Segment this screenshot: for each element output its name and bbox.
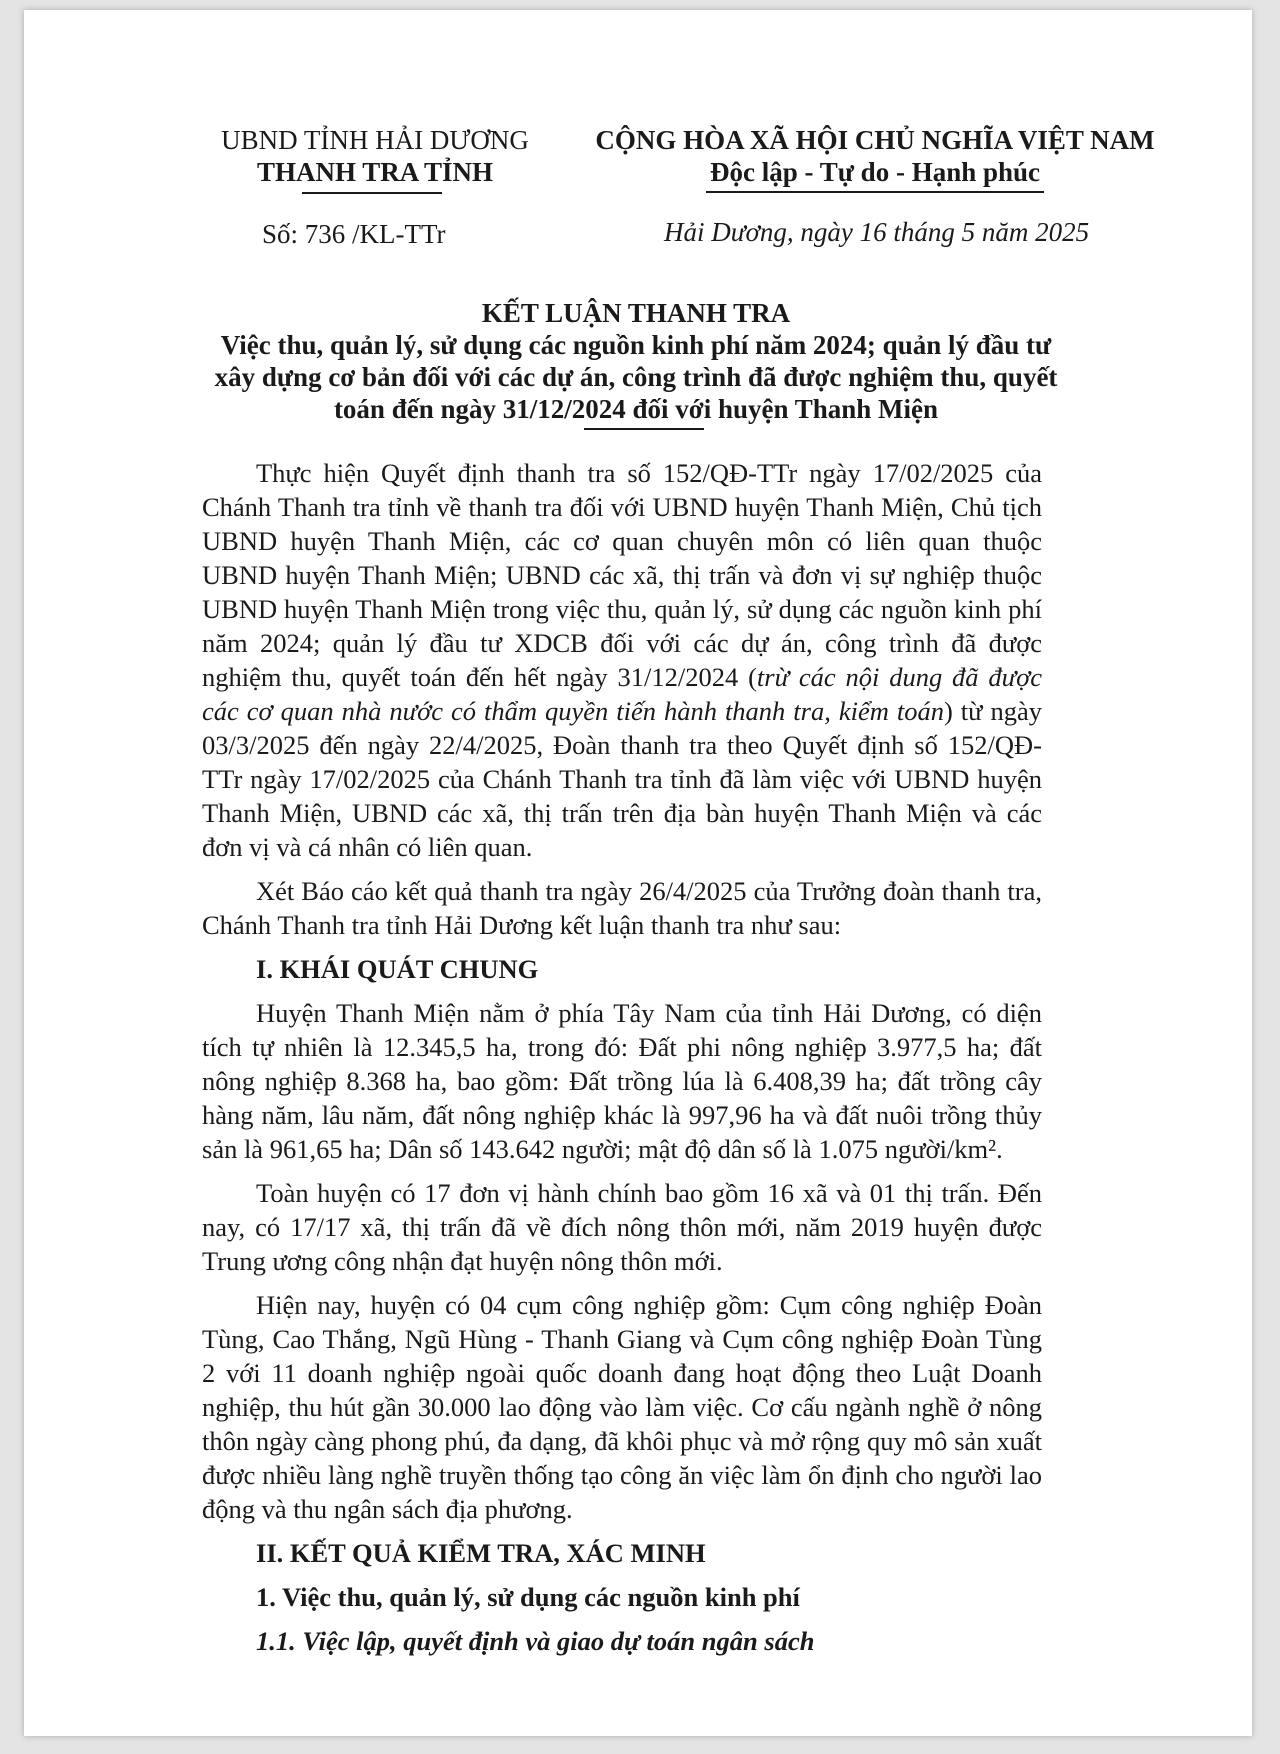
document-subject-line-2: xây dựng cơ bản đối với các dự án, công trình đã được nghiệm thu, quyết (214, 362, 1058, 392)
paragraph-mandate-text-b: ) từ ngày 03/3/2025 đến ngày 22/4/2025, Đoàn thanh tra theo Quyết định số 152/QĐ-TTr ngày 17/02/2025 của Chánh Thanh tra tỉnh đã làm việc với UBND huyện Thanh Miện, UBND các xã, thị trấn trên địa bàn huyện Thanh Miện và các đơn vị và cá nhân có liên quan. (202, 696, 1043, 862)
paragraph-report: Xét Báo cáo kết quả thanh tra ngày 26/4/2025 của Trưởng đoàn thanh tra, Chánh Thanh tra tỉnh Hải Dương kết luận thanh tra như sau: (202, 876, 1042, 940)
paragraph-mandate-italic: trừ các nội dung đã được các cơ quan nhà nước có thẩm quyền tiến hành thanh tra, kiểm toán (202, 662, 1043, 726)
document-page (24, 10, 1252, 1736)
subsection-heading-1: 1. Việc thu, quản lý, sử dụng các nguồn kinh phí (256, 1582, 800, 1612)
document-number: Số: 736 /KL-TTr (262, 219, 446, 249)
section-heading-1: I. KHÁI QUÁT CHUNG (256, 954, 539, 984)
motto-underline (706, 191, 1044, 193)
agency-name: THANH TRA TỈNH (256, 157, 494, 187)
paragraph-industry: Hiện nay, huyện có 04 cụm công nghiệp gồm: Cụm công nghiệp Đoàn Tùng, Cao Thắng, Ngũ Hùng - Thanh Giang và Cụm công nghiệp Đoàn Tùng 2 với 11 doanh nghiệp ngoài quốc doanh đang hoạt động theo Luật Doanh nghiệp, thu hút gần 30.000 lao động vào làm việc. Cơ cấu ngành nghề ở nông thôn ngày càng phong phú, đa dạng, đã khôi phục và mở rộng quy mô sản xuất được nhiều làng nghề truyền thống tạo công ăn việc làm ổn định cho người lao động và thu ngân sách địa phương. (202, 1290, 1042, 1524)
document-title: KẾT LUẬN THANH TRA (481, 298, 791, 328)
place-date: Hải Dương, ngày 16 tháng 5 năm 2025 (664, 217, 1090, 247)
national-motto: Độc lập - Tự do - Hạnh phúc (709, 157, 1041, 187)
agency-parent: UBND TỈNH HẢI DƯƠNG (221, 125, 529, 155)
agency-underline (302, 192, 442, 194)
country-name: CỘNG HÒA XÃ HỘI CHỦ NGHĨA VIỆT NAM (595, 125, 1155, 155)
subsection-heading-1-1: 1.1. Việc lập, quyết định và giao dự toán ngân sách (256, 1626, 815, 1656)
section-heading-2: II. KẾT QUẢ KIỂM TRA, XÁC MINH (256, 1538, 706, 1568)
paragraph-admin-units: Toàn huyện có 17 đơn vị hành chính bao gồm 16 xã và 01 thị trấn. Đến nay, có 17/17 xã, thị trấn đã về đích nông thôn mới, năm 2019 huyện được Trung ương công nhận đạt huyện nông thôn mới. (202, 1178, 1042, 1276)
document-body (202, 456, 1042, 1658)
title-underline (584, 428, 704, 430)
document-subject-line-3: toán đến ngày 31/12/2024 đối với huyện Thanh Miện (333, 394, 939, 424)
paragraph-mandate (202, 456, 1042, 864)
paragraph-overview: Huyện Thanh Miện nằm ở phía Tây Nam của tỉnh Hải Dương, có diện tích tự nhiên là 12.345,5 ha, trong đó: Đất phi nông nghiệp 3.977,5 ha; đất nông nghiệp 8.368 ha, bao gồm: Đất trồng lúa là 6.408,39 ha; đất trồng cây hàng năm, lâu năm, đất nông nghiệp khác là 997,96 ha và đất nuôi trồng thủy sản là 961,65 ha; Dân số 143.642 người; mật độ dân số là 1.075 người/km². (202, 998, 1042, 1164)
document-subject-line-1: Việc thu, quản lý, sử dụng các nguồn kinh phí năm 2024; quản lý đầu tư (220, 330, 1052, 360)
paragraph-mandate-text-a: Thực hiện Quyết định thanh tra số 152/QĐ-TTr ngày 17/02/2025 của Chánh Thanh tra tỉnh về thanh tra đối với UBND huyện Thanh Miện, Chủ tịch UBND huyện Thanh Miện, các cơ quan chuyên môn có liên quan thuộc UBND huyện Thanh Miện; UBND các xã, thị trấn và đơn vị sự nghiệp thuộc UBND huyện Thanh Miện trong việc thu, quản lý, sử dụng các nguồn kinh phí năm 2024; quản lý đầu tư XDCB đối với các dự án, công trình đã được nghiệm thu, quyết toán đến hết ngày 31/12/2024 ( (202, 458, 1042, 692)
